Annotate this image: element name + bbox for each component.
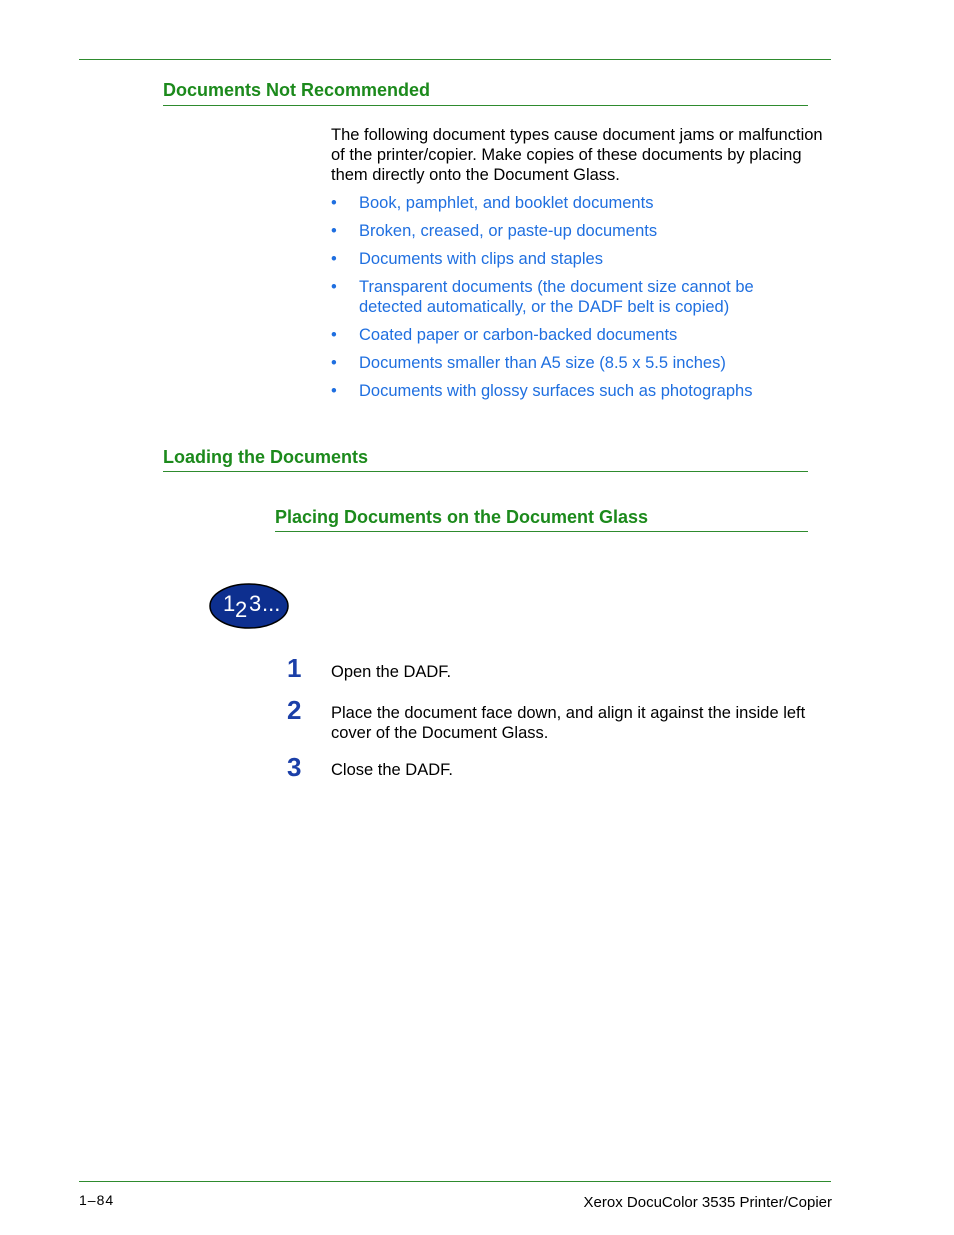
step-text: Place the document face down, and align it against the inside left cover of the Document Glass.	[331, 704, 806, 742]
heading-rule	[275, 531, 808, 532]
list-item-text: Documents with glossy surfaces such as photographs	[359, 382, 753, 400]
bullet-icon: •	[331, 326, 337, 344]
section-heading-loading: Loading the Documents	[163, 447, 369, 467]
list-item	[331, 381, 811, 401]
steps-123-icon	[209, 582, 291, 630]
step-number: 1	[287, 653, 302, 683]
heading-rule	[163, 471, 808, 472]
intro-paragraph: The following document types cause document jams or malfunction of the printer/copier. Make copies of these documents by placing them directly onto the Document Glass.	[331, 126, 823, 184]
list-item	[331, 325, 811, 345]
bullet-icon: •	[331, 278, 337, 296]
list-item-text: Coated paper or carbon-backed documents	[359, 326, 678, 344]
list-item	[331, 353, 811, 373]
step-text: Open the DADF.	[331, 663, 452, 681]
bullet-icon: •	[331, 194, 337, 212]
section-heading-not-recommended: Documents Not Recommended	[163, 80, 431, 100]
svg-text:...: ...	[262, 591, 281, 616]
step-text: Close the DADF.	[331, 761, 453, 779]
list-item	[331, 249, 811, 269]
list-item	[331, 221, 811, 241]
list-item-text: Transparent documents (the document size cannot be detected automatically, or the DADF belt is copied)	[359, 278, 754, 316]
step-number: 3	[287, 752, 302, 782]
list-item-text: Broken, creased, or paste-up documents	[359, 222, 658, 240]
list-item	[331, 193, 811, 213]
subsection-heading-placing: Placing Documents on the Document Glass	[275, 507, 649, 527]
step-number: 2	[287, 695, 302, 725]
not-recommended-list	[331, 193, 811, 409]
bullet-icon: •	[331, 382, 337, 400]
list-item	[331, 277, 779, 317]
svg-text:2: 2	[235, 597, 248, 622]
bullet-icon: •	[331, 250, 337, 268]
list-item-text: Book, pamphlet, and booklet documents	[359, 194, 654, 212]
footer-product-name: Xerox DocuColor 3535 Printer/Copier	[583, 1194, 832, 1211]
heading-rule	[163, 105, 808, 106]
bullet-icon: •	[331, 222, 337, 240]
footer-rule	[79, 1181, 831, 1182]
bullet-icon: •	[331, 354, 337, 372]
list-item-text: Documents smaller than A5 size (8.5 x 5.5 inches)	[359, 354, 726, 372]
page-number: 1–84	[79, 1192, 115, 1208]
svg-text:1: 1	[223, 591, 236, 616]
list-item-text: Documents with clips and staples	[359, 250, 603, 268]
top-rule	[79, 59, 831, 60]
svg-text:3: 3	[249, 591, 262, 616]
